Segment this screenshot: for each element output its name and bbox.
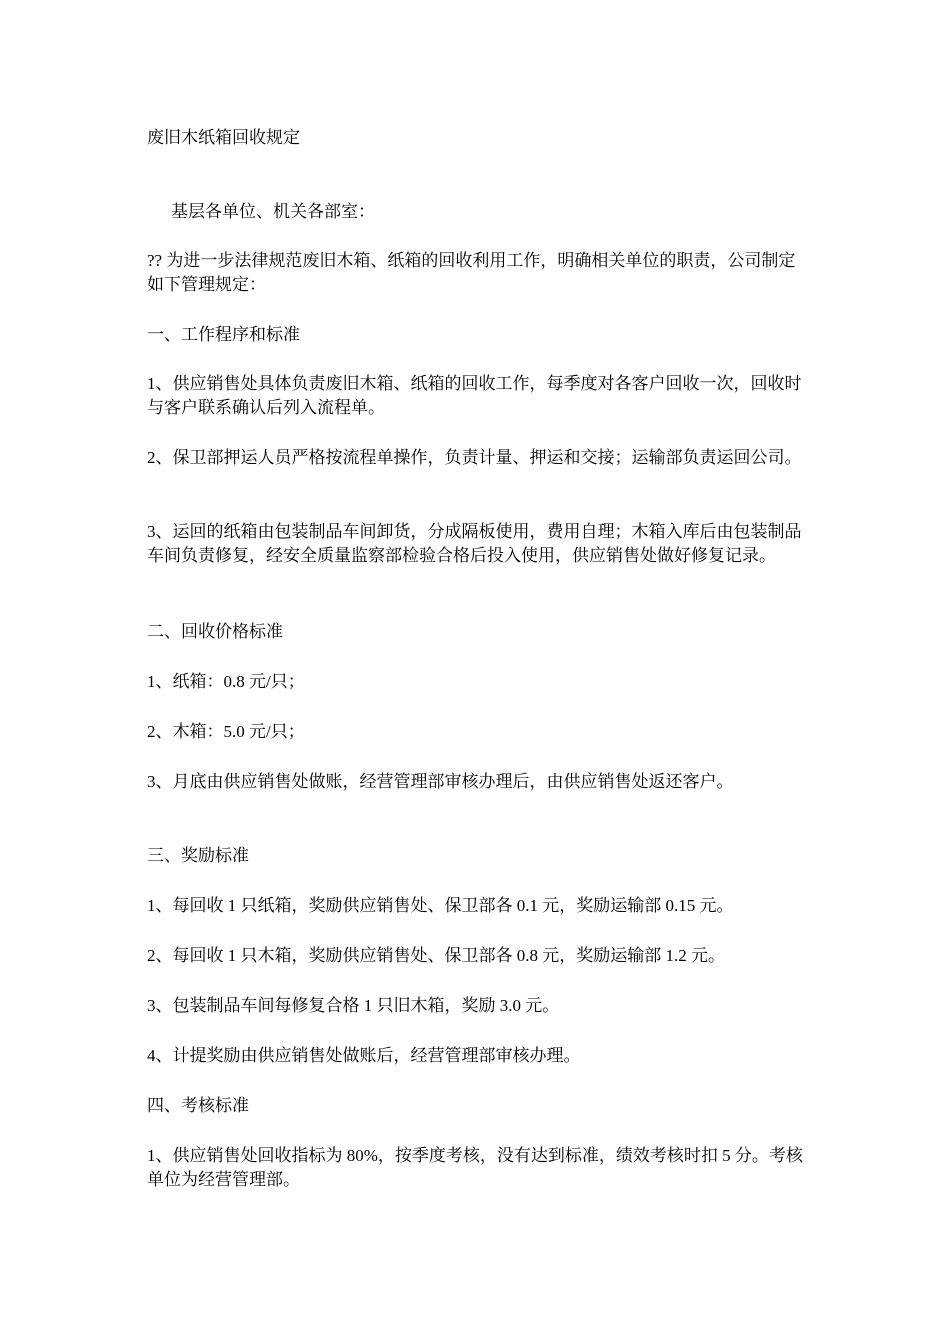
document-title: 废旧木纸箱回收规定 — [147, 128, 300, 147]
section-1-paragraph-2: 2、保卫部押运人员严格按流程单操作，负责计量、押运和交接；运输部负责运回公司。 — [147, 448, 802, 467]
section-3-paragraph-2: 2、每回收 1 只木箱，奖励供应销售处、保卫部各 0.8 元，奖励运输部 1.2 元。 — [147, 946, 725, 965]
salutation: 基层各单位、机关各部室： — [171, 202, 375, 221]
section-4-paragraph-1: 1、供应销售处回收指标为 80%，按季度考核，没有达到标准，绩效考核时扣 5 分。考核单位为经营管理部。 — [147, 1146, 803, 1189]
intro-paragraph: ?? 为进一步法律规范废旧木箱、纸箱的回收利用工作，明确相关单位的职责，公司制定如下管理规定： — [147, 251, 796, 294]
section-heading-3: 三、奖励标准 — [147, 846, 249, 865]
section-heading-4: 四、考核标准 — [147, 1096, 249, 1115]
section-heading-1: 一、工作程序和标准 — [147, 325, 300, 344]
section-1-paragraph-1: 1、供应销售处具体负责废旧木箱、纸箱的回收工作，每季度对各客户回收一次，回收时与客户联系确认后列入流程单。 — [147, 374, 802, 417]
section-2-paragraph-3: 3、月底由供应销售处做账，经营管理部审核办理后，由供应销售处返还客户。 — [147, 772, 734, 791]
section-2-paragraph-1: 1、纸箱：0.8 元/只； — [147, 672, 305, 691]
section-2-paragraph-2: 2、木箱：5.0 元/只； — [147, 722, 305, 741]
section-1-paragraph-3: 3、运回的纸箱由包装制品车间卸货，分成隔板使用，费用自理；木箱入库后由包装制品车间负责修复，经安全质量监察部检验合格后投入使用，供应销售处做好修复记录。 — [147, 522, 802, 565]
section-heading-2: 二、回收价格标准 — [147, 622, 283, 641]
section-3-paragraph-3: 3、包装制品车间每修复合格 1 只旧木箱，奖励 3.0 元。 — [147, 996, 560, 1015]
section-3-paragraph-4: 4、计提奖励由供应销售处做账后，经营管理部审核办理。 — [147, 1046, 581, 1065]
section-3-paragraph-1: 1、每回收 1 只纸箱，奖励供应销售处、保卫部各 0.1 元，奖励运输部 0.15 元。 — [147, 896, 734, 915]
